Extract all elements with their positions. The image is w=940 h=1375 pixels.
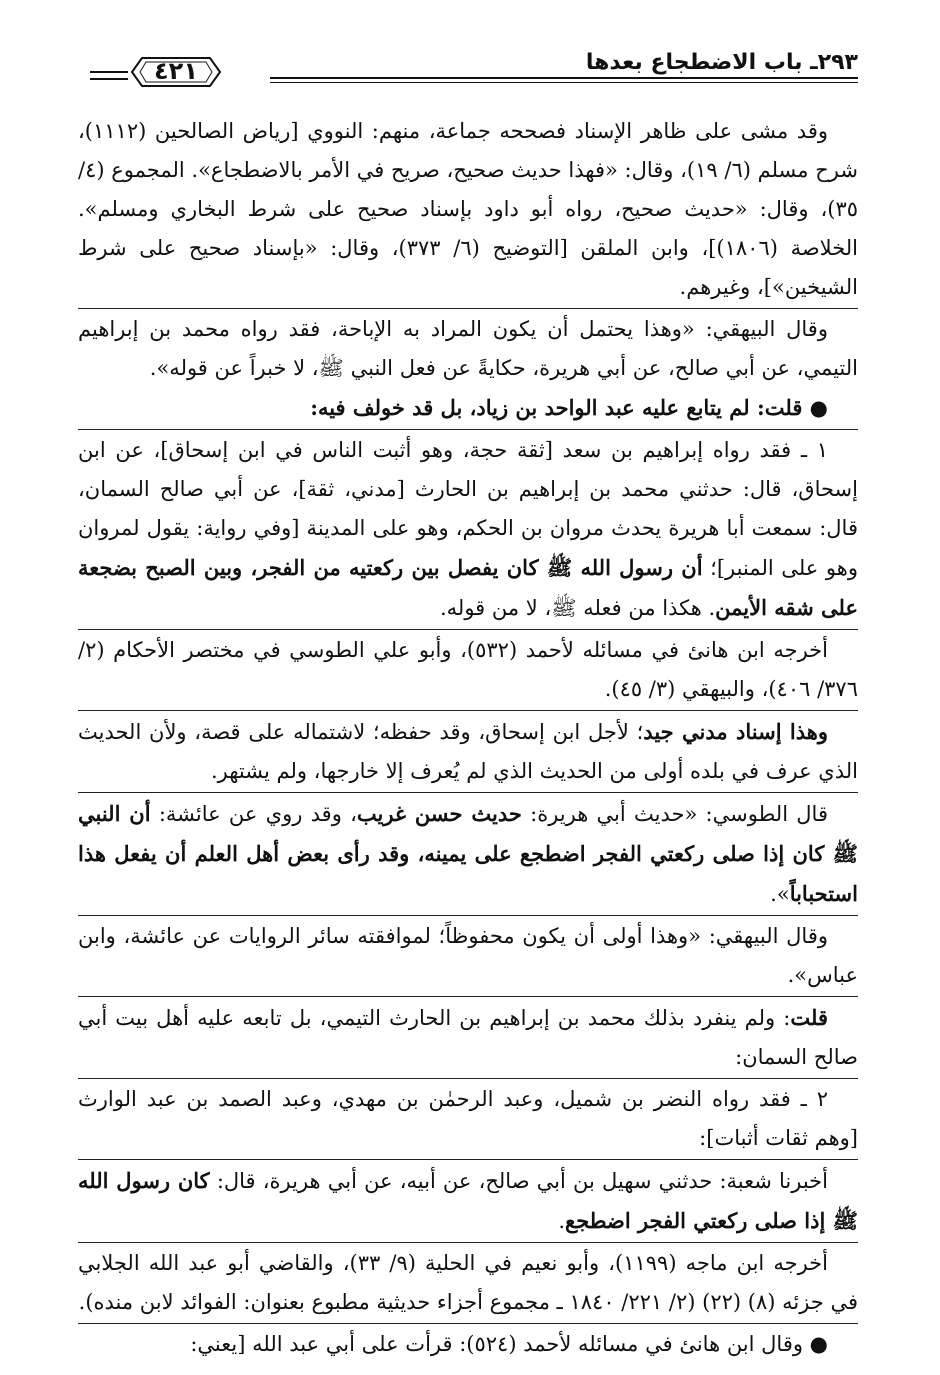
paragraph: ٢ ـ فقد رواه النضر بن شميل، وعبد الرحمٰن بن مهدي، وعبد الصمد بن عبد الوارث [وهم ثقات أثبات]: [78, 1078, 858, 1158]
paragraph: أخرجه ابن ماجه (١١٩٩)، وأبو نعيم في الحلية (٩/ ٣٣)، والقاضي أبو عبد الله الجلابي في جزئه (٨) (٢٢) (٢/ ٢٢١/ ١٨٤٠ ـ مجموع أجزاء حديثية مطبوع بعنوان: الفوائد لابن منده). [78, 1242, 858, 1322]
paragraph: ● وقال ابن هانئ في مسائله لأحمد (٥٢٤): قرأت على أبي عبد الله [يعني: [78, 1323, 858, 1364]
paragraph: أخبرنا شعبة: حدثني سهيل بن أبي صالح، عن أبيه، عن أبي هريرة، قال: كان رسول الله ﷺ إذا صلى ركعتي الفجر اضطجع. [78, 1159, 858, 1241]
page-number-badge [130, 52, 222, 92]
paragraph: ● قلت: لم يتابع عليه عبد الواحد بن زياد، بل قد خولف فيه: [310, 395, 828, 420]
paragraph: أخرجه ابن هانئ في مسائله لأحمد (٥٣٢)، وأبو علي الطوسي في مختصر الأحكام (٢/ ٣٧٦/ ٤٠٦)، والبيهقي (٣/ ٤٥). [78, 629, 858, 709]
body-text [78, 112, 858, 1364]
page-header [90, 44, 858, 90]
header-double-line-left [90, 71, 128, 80]
paragraph: وهذا إسناد مدني جيد؛ لأجل ابن إسحاق، وقد حفظه؛ لاشتماله على قصة، ولأن الحديث الذي عرف في بلده أولى من الحديث الذي لم يُعرف إلا خارجها، ولم يشتهر. [78, 710, 858, 791]
paragraph: وقال البيهقي: «وهذا يحتمل أن يكون المراد به الإباحة، فقد رواه محمد بن إبراهيم التيمي، عن أبي صالح، عن أبي هريرة، حكايةً عن فعل النبي ﷺ، لا خبراً عن قوله». [78, 308, 858, 388]
paragraph: قلت: ولم ينفرد بذلك محمد بن إبراهيم بن الحارث التيمي، بل تابعه عليه أهل بيت أبي صالح السمان: [78, 996, 858, 1077]
page-number: ٤٢١ [154, 57, 198, 85]
paragraph: ١ ـ فقد رواه إبراهيم بن سعد [ثقة حجة، وهو أثبت الناس في ابن إسحاق]، عن ابن إسحاق، قال: حدثني محمد بن إبراهيم بن الحارث [مدني، ثقة]، عن أبي صالح السمان، قال: سمعت أبا هريرة يحدث مروان بن الحكم، وهو على المدينة [وفي رواية: يقول لمروان وهو على المنبر]؛ أن رسول الله ﷺ كان يفصل بين ركعتيه من الفجر، وبين الصبح بضجعة على شقه الأيمن. هكذا من فعله ﷺ، لا من قوله. [78, 429, 858, 628]
paragraph: وقد مشى على ظاهر الإسناد فصححه جماعة، منهم: النووي [رياض الصالحين (١١١٢)، شرح مسلم (٦/ ١٩)، وقال: «فهذا حديث صحيح، صريح في الأمر بالاضطجاع». المجموع (٤/ ٣٥)، وقال: «حديث صحيح، رواه أبو داود بإسناد صحيح على شرط البخاري ومسلم». الخلاصة (١٨٠٦)]، وابن الملقن [التوضيح (٦/ ٣٧٣)، وقال: «بإسناد صحيح على شرط الشيخين»]، وغيرهم. [78, 119, 858, 299]
paragraph: قال الطوسي: «حديث أبي هريرة: حديث حسن غريب، وقد روي عن عائشة: أن النبي ﷺ كان إذا صلى ركعتي الفجر اضطجع على يمينه، وقد رأى بعض أهل العلم أن يفعل هذا استحباباً». [78, 792, 858, 914]
header-rule [270, 77, 858, 83]
paragraph: وقال البيهقي: «وهذا أولى أن يكون محفوظاً؛ لموافقته سائر الروايات عن عائشة، وابن عباس». [78, 915, 858, 995]
chapter-title: ٢٩٣ـ باب الاضطجاع بعدها [585, 50, 858, 75]
